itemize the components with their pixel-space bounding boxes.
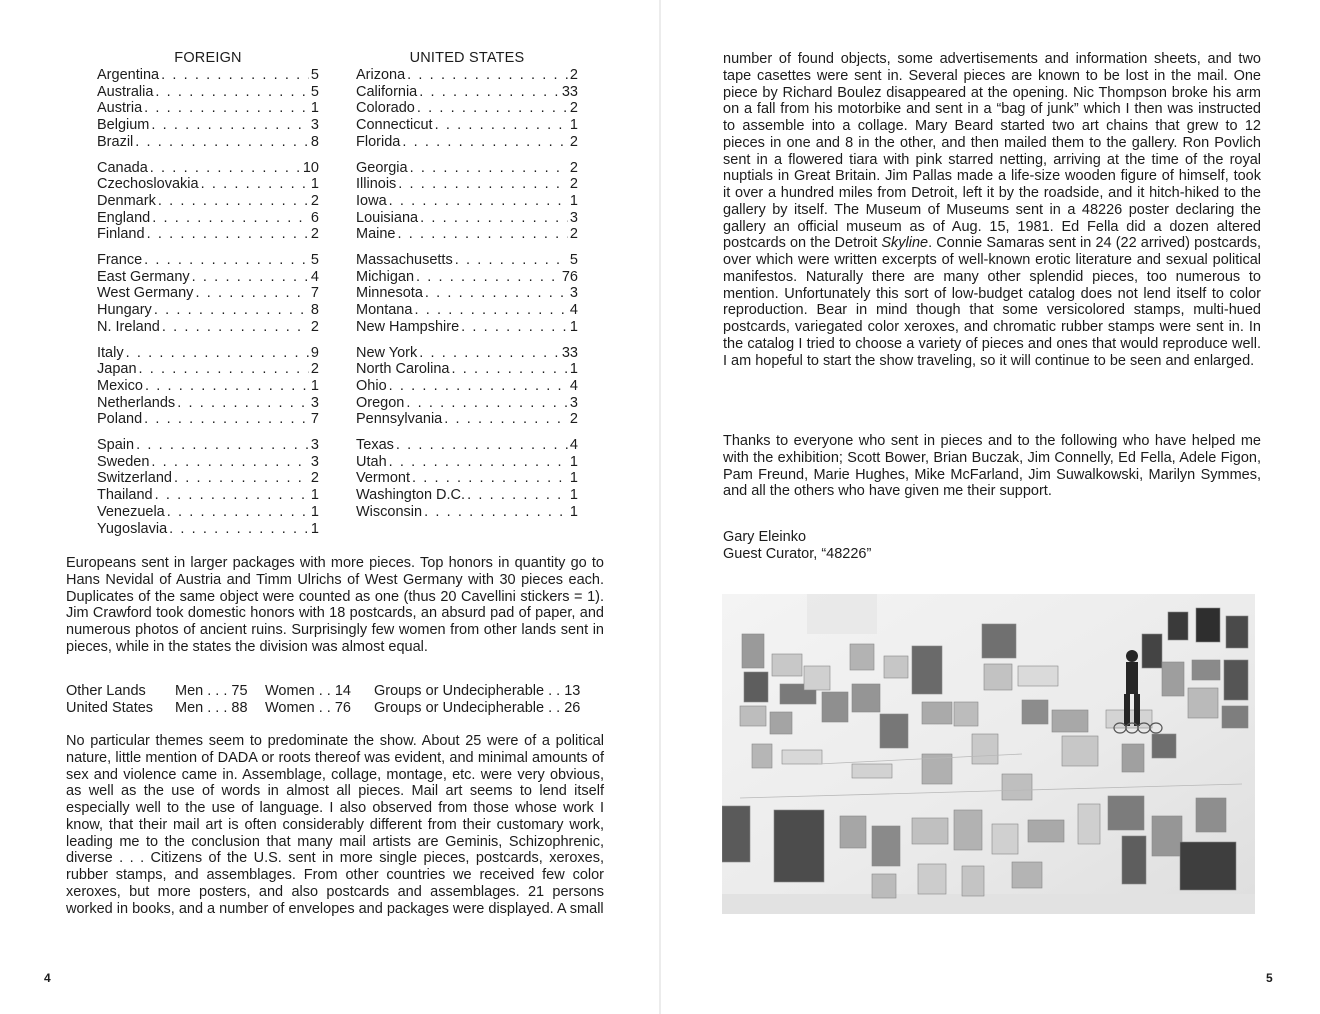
location-count: 3 bbox=[310, 453, 319, 470]
location-row bbox=[97, 378, 319, 395]
location-row bbox=[356, 134, 578, 151]
dot-leader bbox=[155, 84, 309, 101]
location-name: Illinois bbox=[356, 176, 397, 193]
location-count: 1 bbox=[310, 100, 319, 117]
location-name: Venezuela bbox=[97, 503, 165, 520]
location-name: Sweden bbox=[97, 453, 150, 470]
breakdown-women: Women . . 76 bbox=[265, 700, 351, 716]
location-name: Brazil bbox=[97, 133, 134, 150]
dot-leader bbox=[417, 100, 568, 117]
location-count: 1 bbox=[310, 377, 319, 394]
signature-name: Gary Eleinko bbox=[723, 529, 807, 545]
location-row bbox=[97, 117, 319, 134]
location-name: Netherlands bbox=[97, 394, 176, 411]
themes-paragraph: No particular themes seem to predominate the show. About 25 were of a political nature, little mention of DADA or roots thereof was evident, and minimal amounts of sex and violence came in. Assemblage, collage, montage, etc. were very obvious, as well as the use of words in almost all pieces. Mail art seems to lend itself especially well to the use of language. I also observed from those whose work I know, that their mail art is often considerably different from their customary work, leading me to the conclusion that many mail artists are Geminis, Schizophrenic, diverse . . . Citizens of the U.S. sent in more single pieces, postcards, xeroxes, rubber stamps, and assemblages. From other countries we received few color xeroxes, but more posters, and also postcards and assemblages. 21 persons worked in books, and a number of envelopes and packages were displayed. A small bbox=[66, 733, 604, 917]
location-count: 3 bbox=[310, 394, 319, 411]
location-name: Texas bbox=[356, 437, 394, 454]
location-row bbox=[97, 226, 319, 243]
location-count: 4 bbox=[569, 377, 578, 394]
location-count: 5 bbox=[310, 83, 319, 100]
dot-leader bbox=[177, 395, 309, 412]
dot-leader bbox=[152, 210, 309, 227]
thanks-paragraph: Thanks to everyone who sent in pieces and to the following who have helped me with the exhibition; Scott Bower, Brian Buczak, Jim Connelly, Ed Fella, Adele Figon, Pam Freund, Marie Hughes, Mike McFarland, Jim Suwalkowski, Marilyn Symmes, and all the others who have given me their support. bbox=[723, 433, 1261, 500]
dot-leader bbox=[162, 319, 309, 336]
united-states-column bbox=[356, 50, 578, 521]
location-row bbox=[356, 378, 578, 395]
location-count: 76 bbox=[561, 268, 578, 285]
location-name: Minnesota bbox=[356, 285, 423, 302]
dot-leader bbox=[136, 437, 309, 454]
signature-title: Guest Curator, “48226” bbox=[723, 546, 872, 562]
location-row bbox=[97, 487, 319, 504]
location-row bbox=[356, 269, 578, 286]
location-count: 2 bbox=[569, 100, 578, 117]
location-count: 7 bbox=[310, 285, 319, 302]
location-count: 5 bbox=[569, 252, 578, 269]
location-name: Japan bbox=[97, 361, 137, 378]
location-row bbox=[97, 269, 319, 286]
location-name: France bbox=[97, 252, 143, 269]
location-name: Finland bbox=[97, 226, 145, 243]
location-count: 5 bbox=[310, 67, 319, 83]
dot-leader bbox=[389, 193, 568, 210]
location-count: 4 bbox=[569, 437, 578, 454]
dot-leader bbox=[155, 487, 309, 504]
dot-leader bbox=[407, 67, 568, 84]
dot-leader bbox=[410, 160, 568, 177]
location-name: Wisconsin bbox=[356, 503, 423, 520]
dot-leader bbox=[420, 210, 568, 227]
objects-paragraph bbox=[723, 51, 1261, 369]
location-name: Iowa bbox=[356, 192, 387, 209]
location-row bbox=[97, 437, 319, 454]
dot-leader bbox=[144, 100, 309, 117]
location-count: 3 bbox=[310, 117, 319, 134]
dot-leader bbox=[467, 487, 568, 504]
dot-leader bbox=[150, 160, 301, 177]
foreign-heading: FOREIGN bbox=[174, 50, 242, 66]
page-gutter bbox=[659, 0, 661, 1014]
dot-leader bbox=[139, 361, 309, 378]
location-count: 1 bbox=[569, 453, 578, 470]
dot-leader bbox=[398, 176, 568, 193]
dot-leader bbox=[147, 226, 309, 243]
location-row bbox=[356, 117, 578, 134]
location-name: Austria bbox=[97, 100, 143, 117]
location-row bbox=[97, 160, 319, 177]
dot-leader bbox=[455, 252, 568, 269]
location-row bbox=[356, 470, 578, 487]
gender-breakdown bbox=[66, 683, 606, 717]
location-count: 4 bbox=[310, 268, 319, 285]
skyline-title: Skyline bbox=[881, 235, 929, 252]
location-name: New Hampshire bbox=[356, 318, 460, 335]
location-name: Arizona bbox=[356, 67, 406, 83]
location-name: Washington D.C. bbox=[356, 487, 466, 504]
location-count: 2 bbox=[569, 67, 578, 83]
location-row bbox=[356, 319, 578, 336]
dot-leader bbox=[452, 361, 568, 378]
breakdown-label: United States bbox=[66, 700, 154, 716]
location-name: Louisiana bbox=[356, 209, 419, 226]
dot-leader bbox=[144, 252, 309, 269]
group-spacer bbox=[356, 243, 578, 252]
breakdown-groups: Groups or Undecipherable . . 13 bbox=[374, 683, 581, 699]
location-count: 3 bbox=[569, 394, 578, 411]
location-row bbox=[356, 67, 578, 84]
location-row bbox=[356, 226, 578, 243]
location-row bbox=[356, 411, 578, 428]
dot-leader bbox=[161, 67, 309, 84]
location-count: 1 bbox=[569, 470, 578, 487]
location-count: 1 bbox=[569, 487, 578, 504]
dot-leader bbox=[396, 437, 568, 454]
location-name: New York bbox=[356, 344, 418, 361]
location-row bbox=[356, 84, 578, 101]
location-row bbox=[97, 302, 319, 319]
location-name: N. Ireland bbox=[97, 318, 160, 335]
location-count: 7 bbox=[310, 411, 319, 428]
location-name: Hungary bbox=[97, 302, 152, 319]
location-row bbox=[356, 504, 578, 521]
location-count: 9 bbox=[310, 344, 319, 361]
location-row bbox=[97, 521, 319, 538]
location-row bbox=[97, 252, 319, 269]
location-row bbox=[97, 395, 319, 412]
location-count: 1 bbox=[569, 361, 578, 378]
dot-leader bbox=[425, 285, 568, 302]
location-count: 2 bbox=[569, 226, 578, 243]
location-count: 1 bbox=[310, 487, 319, 504]
location-count: 2 bbox=[310, 192, 319, 209]
location-count: 4 bbox=[569, 302, 578, 319]
united-states-heading: UNITED STATES bbox=[409, 50, 525, 66]
location-name: Australia bbox=[97, 83, 154, 100]
location-row bbox=[356, 302, 578, 319]
location-row bbox=[356, 210, 578, 227]
location-name: Oregon bbox=[356, 394, 405, 411]
dot-leader bbox=[169, 521, 309, 538]
location-row bbox=[97, 361, 319, 378]
location-row bbox=[97, 100, 319, 117]
dot-leader bbox=[406, 395, 568, 412]
objects-paragraph-tail: . Connie Samaras sent in 24 (22 arrived) postcards, over which were written excerpts of well-known erotic literature and sexual political manifestos. Naturally there are many other splendid pieces, too numerous to mention. Unfortunately this sort of low-budget catalog does not lend itself to color reproduction. Bear in mind though that some versicolored stamps, multi-hued postcards, variegated color xeroxes, and chromatic rubber stamps were sent in. In the catalog I tried to choose a variety of pieces and ones that would reproduce well. I am hopeful to start the show traveling, so it will continue to be seen and enlarged. bbox=[723, 235, 1261, 369]
dot-leader bbox=[419, 84, 560, 101]
group-spacer bbox=[97, 243, 319, 252]
location-count: 2 bbox=[310, 318, 319, 335]
dot-leader bbox=[174, 470, 309, 487]
location-count: 2 bbox=[569, 159, 578, 176]
location-name: Utah bbox=[356, 453, 387, 470]
location-row bbox=[356, 395, 578, 412]
group-spacer bbox=[97, 151, 319, 160]
location-row bbox=[356, 160, 578, 177]
location-name: East Germany bbox=[97, 268, 190, 285]
location-count: 2 bbox=[569, 176, 578, 193]
location-name: Montana bbox=[356, 302, 413, 319]
location-count: 10 bbox=[302, 159, 319, 176]
dot-leader bbox=[389, 454, 568, 471]
foreign-column bbox=[97, 50, 319, 537]
location-count: 5 bbox=[310, 252, 319, 269]
dot-leader bbox=[461, 319, 568, 336]
group-spacer bbox=[97, 428, 319, 437]
location-count: 8 bbox=[310, 133, 319, 150]
location-row bbox=[97, 210, 319, 227]
location-name: Georgia bbox=[356, 159, 408, 176]
location-row bbox=[356, 487, 578, 504]
location-row bbox=[356, 361, 578, 378]
location-name: Poland bbox=[97, 411, 143, 428]
dot-leader bbox=[195, 285, 308, 302]
location-count: 1 bbox=[569, 503, 578, 520]
location-row bbox=[97, 411, 319, 428]
location-name: Switzerland bbox=[97, 470, 172, 487]
location-count: 2 bbox=[310, 470, 319, 487]
location-row bbox=[97, 285, 319, 302]
dot-leader bbox=[126, 345, 309, 362]
dot-leader bbox=[154, 302, 309, 319]
location-name: Ohio bbox=[356, 377, 387, 394]
page-number-left: 4 bbox=[44, 971, 51, 985]
location-row bbox=[97, 67, 319, 84]
group-spacer bbox=[356, 336, 578, 345]
group-spacer bbox=[356, 428, 578, 437]
location-count: 2 bbox=[569, 411, 578, 428]
breakdown-women: Women . . 14 bbox=[265, 683, 351, 699]
location-row bbox=[356, 285, 578, 302]
dot-leader bbox=[424, 504, 568, 521]
location-row bbox=[356, 454, 578, 471]
location-row bbox=[97, 454, 319, 471]
location-row bbox=[97, 193, 319, 210]
europeans-paragraph: Europeans sent in larger packages with more pieces. Top honors in quantity go to Hans Nevidal of Austria and Timm Ulrichs of West Germany with 30 pieces each. Duplicates of the same object were counted as one (thus 20 Cavellini stickers = 1). Jim Crawford took domestic honors with 18 postcards, an absurd pad of paper, and numerous photos of ancient ruins. Surprisingly few women from other lands sent in pieces, while in the states the division was almost equal. bbox=[66, 555, 604, 655]
location-name: West Germany bbox=[97, 285, 194, 302]
group-spacer bbox=[97, 336, 319, 345]
location-row bbox=[97, 504, 319, 521]
location-name: Denmark bbox=[97, 192, 156, 209]
location-name: California bbox=[356, 83, 418, 100]
location-name: Canada bbox=[97, 159, 148, 176]
location-row bbox=[356, 437, 578, 454]
dot-leader bbox=[144, 411, 309, 428]
location-row bbox=[97, 84, 319, 101]
dot-leader bbox=[412, 470, 568, 487]
location-row bbox=[97, 319, 319, 336]
location-name: Maine bbox=[356, 226, 396, 243]
breakdown-row-united-states bbox=[66, 700, 606, 717]
location-row bbox=[97, 134, 319, 151]
location-name: Yugoslavia bbox=[97, 520, 168, 537]
dot-leader bbox=[389, 378, 568, 395]
location-name: Spain bbox=[97, 437, 135, 454]
location-count: 3 bbox=[569, 209, 578, 226]
location-name: Argentina bbox=[97, 67, 160, 83]
location-row bbox=[356, 100, 578, 117]
dot-leader bbox=[145, 378, 309, 395]
location-row bbox=[97, 345, 319, 362]
signature bbox=[723, 529, 871, 563]
location-count: 3 bbox=[569, 285, 578, 302]
location-count: 6 bbox=[310, 209, 319, 226]
location-count: 2 bbox=[310, 226, 319, 243]
dot-leader bbox=[135, 134, 309, 151]
location-name: Mexico bbox=[97, 377, 143, 394]
location-name: Michigan bbox=[356, 268, 415, 285]
dot-leader bbox=[201, 176, 309, 193]
location-count: 2 bbox=[569, 133, 578, 150]
location-name: North Carolina bbox=[356, 361, 450, 378]
location-row bbox=[356, 176, 578, 193]
location-name: England bbox=[97, 209, 151, 226]
breakdown-men: Men . . . 88 bbox=[175, 700, 248, 716]
location-name: Colorado bbox=[356, 100, 415, 117]
location-name: Italy bbox=[97, 344, 124, 361]
dot-leader bbox=[414, 302, 567, 319]
objects-paragraph-text: number of found objects, some advertisements and information sheets, and two tape casettes were sent in. Several pieces are known to be lost in the mail. One piece by Richard Boulez disappeared at the opening. Nic Thompson broke his arm on a fall from his motorbike and sent in a “bag of junk” which I then was instructed to assemble into a collage. Mary Beard started two art chains that grew to 12 pieces in one and 8 in the other, and then mailed them to the gallery. Ron Povlich sent in a flowered tiara with pink starred netting, arriving at the time of the royal nuptials in Great Britain. Jim Pallas made a life-size wooden figure of himself, took it over a hundred miles from Detroit, left it by the roadside, and it hitch-hiked to the gallery by itself. The Museum of Museums sent in a 48226 poster declaring the gallery an official museum as of Aug. 15, 1981. Ed Fella did a dozen altered postcards on the Detroit bbox=[723, 51, 1261, 252]
location-count: 33 bbox=[561, 344, 578, 361]
location-count: 8 bbox=[310, 302, 319, 319]
breakdown-men: Men . . . 75 bbox=[175, 683, 248, 699]
dot-leader bbox=[402, 134, 568, 151]
dot-leader bbox=[416, 269, 560, 286]
dot-leader bbox=[398, 226, 568, 243]
location-name: Connecticut bbox=[356, 117, 433, 134]
dot-leader bbox=[151, 117, 309, 134]
dot-leader bbox=[444, 411, 568, 428]
location-count: 33 bbox=[561, 83, 578, 100]
location-name: Florida bbox=[356, 133, 401, 150]
location-count: 1 bbox=[569, 192, 578, 209]
breakdown-label: Other Lands bbox=[66, 683, 146, 699]
page-number-right: 5 bbox=[1266, 971, 1273, 985]
location-count: 1 bbox=[310, 503, 319, 520]
location-name: Thailand bbox=[97, 487, 153, 504]
location-count: 1 bbox=[310, 176, 319, 193]
location-name: Belgium bbox=[97, 117, 150, 134]
location-row bbox=[356, 193, 578, 210]
location-count: 1 bbox=[569, 318, 578, 335]
dot-leader bbox=[435, 117, 568, 134]
dot-leader bbox=[192, 269, 309, 286]
submissions-by-location bbox=[97, 50, 581, 542]
location-count: 1 bbox=[310, 520, 319, 537]
dot-leader bbox=[158, 193, 309, 210]
location-row bbox=[356, 345, 578, 362]
breakdown-row-other-lands bbox=[66, 683, 606, 700]
dot-leader bbox=[151, 454, 309, 471]
dot-leader bbox=[167, 504, 309, 521]
location-count: 2 bbox=[310, 361, 319, 378]
exhibition-wall-photo bbox=[722, 594, 1255, 914]
location-name: Pennsylvania bbox=[356, 411, 443, 428]
location-row bbox=[97, 176, 319, 193]
dot-leader bbox=[419, 345, 560, 362]
location-name: Czechoslovakia bbox=[97, 176, 199, 193]
location-row bbox=[97, 470, 319, 487]
location-count: 1 bbox=[569, 117, 578, 134]
location-row bbox=[356, 252, 578, 269]
group-spacer bbox=[356, 151, 578, 160]
breakdown-groups: Groups or Undecipherable . . 26 bbox=[374, 700, 581, 716]
location-count: 3 bbox=[310, 437, 319, 454]
location-name: Massachusetts bbox=[356, 252, 453, 269]
location-name: Vermont bbox=[356, 470, 410, 487]
